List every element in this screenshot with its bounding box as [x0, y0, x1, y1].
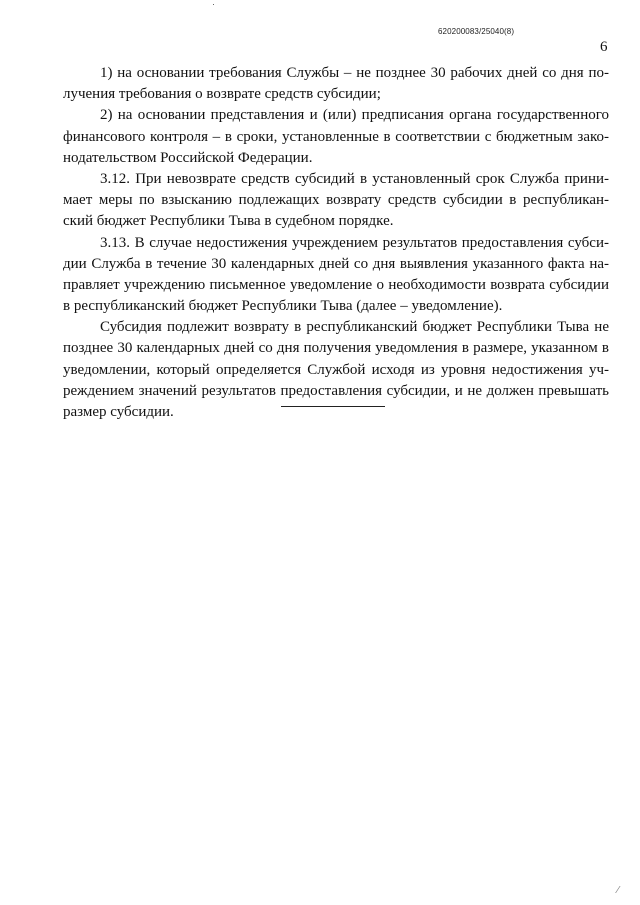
- text-line: финансового контроля – в сроки, установленные в соответствии с бюджетным зако-: [63, 128, 609, 145]
- text-line: лучения требования о возврате средств субсидии;: [63, 86, 381, 103]
- text-line: нодательством Российской Федерации.: [63, 149, 313, 166]
- text-line: правляет учреждению письменное уведомление о необходимости возврата субсидии: [63, 276, 609, 293]
- text-line: в республиканский бюджет Республики Тыва (далее – уведомление).: [63, 298, 503, 315]
- text-line: 1) на основании требования Службы – не позднее 30 рабочих дней со дня по-: [100, 65, 609, 81]
- paragraph-2: [63, 105, 609, 169]
- text-line: реждением значений результатов предоставления субсидии, и не должен превышать: [63, 382, 609, 399]
- end-separator-line: [281, 406, 385, 407]
- text-line: 3.12. При невозврате средств субсидий в установленный срок Служба прини-: [100, 170, 609, 187]
- paragraph-5: [63, 317, 609, 423]
- text-line: 3.13. В случае недостижения учреждением результатов предоставления субси-: [100, 234, 609, 251]
- document-body: [63, 63, 609, 423]
- paragraph-3: [63, 169, 609, 233]
- page-number: 6: [600, 39, 608, 55]
- document-code: 620200083/25040(8): [438, 27, 515, 36]
- text-line: дии Служба в течение 30 календарных дней со дня выявления указанного факта на-: [63, 255, 609, 272]
- text-line: 2) на основании представления и (или) предписания органа государственного: [100, 107, 609, 124]
- text-line: мает меры по взысканию подлежащих возврату средств субсидии в республикан-: [63, 192, 609, 209]
- paragraph-1: [63, 63, 609, 105]
- text-line: уведомлении, который определяется Службой исходя из уровня недостижения уч-: [63, 361, 609, 378]
- text-line: размер субсидии.: [63, 404, 174, 420]
- scan-corner-mark: ⁄: [617, 885, 619, 896]
- text-line: позднее 30 календарных дней со дня получения уведомления в размере, указанном в: [63, 340, 609, 357]
- text-line: ский бюджет Республики Тыва в судебном порядке.: [63, 213, 394, 230]
- text-line: Субсидия подлежит возврату в республиканский бюджет Республики Тыва не: [100, 319, 609, 336]
- paragraph-4: [63, 233, 609, 318]
- scan-speck: [213, 4, 214, 5]
